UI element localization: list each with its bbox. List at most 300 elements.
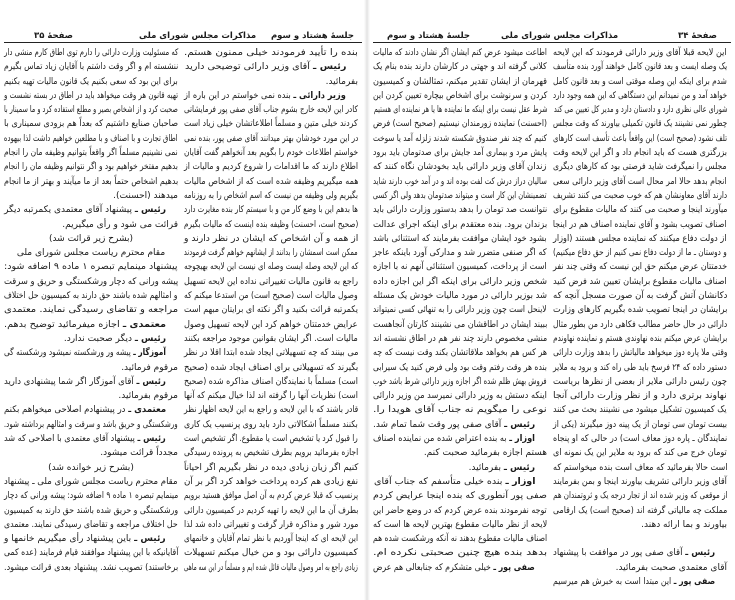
text-line	[373, 146, 547, 160]
line-text: کلانی گرفته اند و جهتی در کارشان دارند بنده بنام یک	[373, 62, 547, 73]
line-text: بیست تومان سی تومان از یک پینه دوز میگیرند (یکی از	[552, 419, 727, 430]
text-line	[184, 75, 358, 89]
line-text: آقای وزیر دارائی تشریف بیاورند اینجا و بمن بفرمایند	[553, 476, 727, 487]
text-line	[4, 504, 178, 518]
line-text: آقای وزیر دارائی توضیحی دارید	[184, 62, 313, 73]
line-text: (احسنت) نماینده زورمندان نیستیم (صحیح است) فرض	[372, 119, 547, 130]
line-text: بنده نمی خواستم در این باره از	[184, 90, 294, 101]
text-line	[553, 461, 727, 475]
line-text: لایحه از نظر مالیات مقطوع بهترین لایحه ها است که	[372, 519, 547, 530]
text-line	[553, 75, 727, 89]
line-text: مرقوم بفرمائید.	[118, 391, 178, 402]
text-line	[373, 475, 547, 489]
text-line	[553, 418, 727, 432]
text-line	[4, 103, 178, 117]
text-line	[553, 432, 727, 446]
speaker-name: رئیس ـ	[137, 434, 166, 445]
line-text: بفرمائید.	[325, 76, 358, 87]
page-header	[4, 31, 362, 43]
text-line	[373, 418, 547, 432]
text-line	[4, 203, 178, 217]
line-text: شد بوزیر دارائی در مورد مالیات خودش یک مسئله	[372, 291, 547, 302]
text-line	[4, 418, 178, 432]
speaker-name: معتمدی ـ	[122, 319, 166, 330]
text-line	[4, 160, 178, 174]
line-text: چون رئیس دارائی ملایر از بعضی از نظرها بریاست	[552, 376, 727, 387]
speaker-name: رئیس ـ	[134, 333, 166, 344]
line-text: کردن و سرنوشت برای اشخاص بیچاره تعیین کردن این	[372, 90, 547, 101]
line-text: کنیم که چند نفر صندوق شکسته شدند زلزله آمد یا سوخت	[373, 133, 547, 144]
line-text: ورشکستگی و حریق شده باشند حق دارند به کمیسیون	[3, 505, 178, 516]
line-text: این لایحه ای که اینجا آوردیم با نظر تمام آقایان و خانمهای	[183, 534, 358, 545]
text-line	[553, 46, 727, 60]
line-text: ها بدهم این با وضع کار من و با سیستم کار بنده مغایرت دارد	[184, 205, 358, 216]
text-line	[4, 218, 178, 232]
text-line	[373, 546, 547, 560]
speaker-name: رئیس ـ	[504, 419, 535, 430]
line-text: نفع زیادی هم کرده پرداخت خواهد کرد اگر بر آن	[183, 476, 358, 487]
line-text: قرائت می شود و رأی میگیریم.	[62, 219, 178, 230]
text-line	[184, 89, 358, 103]
text-line	[373, 532, 547, 546]
text-line	[373, 89, 547, 103]
speaker-name: رئیس ـ	[312, 62, 346, 73]
text-line	[373, 518, 547, 532]
text-line	[553, 475, 727, 489]
text-line	[553, 146, 727, 160]
line-text: پیشه ور ورشکسته نمیشود ورشکسته گی	[4, 348, 134, 359]
line-text: آقای معتمدی صحبت بفرمائید.	[615, 562, 727, 573]
text-line	[4, 489, 178, 503]
text-line	[373, 246, 547, 260]
text-line	[4, 403, 178, 417]
centered-heading: (بشرح زیر قرائت شد)	[48, 233, 134, 244]
text-line	[4, 75, 178, 89]
text-line	[4, 561, 178, 575]
line-text: آقای آموزگار اگر شما پیشنهادی دارید	[4, 376, 137, 387]
text-line	[184, 432, 358, 446]
text-line	[184, 303, 358, 317]
line-text: ببیند ایشان در اطاقشان می نشینند کارتان آنجاهست	[372, 319, 547, 330]
text-line	[373, 461, 547, 475]
text-line	[373, 175, 547, 189]
line-text: بزرگتری هست که باید انجام داد و اگر این لایحه وقت	[553, 148, 727, 159]
line-text: ورشکستگی و حریق باشد و سرقت و امثالهم برداشته شود.	[4, 419, 178, 430]
line-text: بدهیم اشخاص حتماً بعد از ما میآیند و بهتر از ما انجام	[3, 176, 178, 187]
text-line	[4, 60, 178, 74]
text-line	[4, 318, 178, 332]
line-text: یک کمیسیون تشکیل میشود می نشینند بحث می کنند	[553, 405, 727, 416]
text-line	[4, 475, 178, 489]
line-text: وصول مالیات است (صحیح است) من استدعا میکنم که	[184, 291, 358, 302]
line-text: شرط عقل نیست برای اینکه ما نماینده ها یا هر نماینده ای هستیم	[373, 105, 547, 116]
speaker-name: معتمدی ـ	[128, 405, 166, 416]
line-text: منشی مخصوص دارند چند نفر هم در اطاق نشسته اند	[372, 333, 547, 344]
line-text: چطور نمی نشینند یک قانون تکمیلی بیاورند که وقت مجلس	[552, 119, 727, 130]
text-line	[184, 361, 358, 375]
text-line	[4, 446, 178, 460]
line-text: نهاوند برتری دارد و از نظر وزارت دارائی آنجا	[553, 391, 727, 402]
text-line	[553, 403, 727, 417]
speaker-name: رئیس ـ	[136, 376, 166, 387]
text-line	[553, 175, 727, 189]
column-right	[553, 46, 727, 589]
text-line	[184, 117, 358, 131]
text-line	[184, 246, 358, 260]
line-text: مملکت چه مالیاتی گرفته اند (صحیح است) یک ارقامی	[552, 505, 727, 516]
line-text: و امثالهم شده باشند حق دارند به کمیسیون حل اختلاف	[4, 291, 178, 302]
text-line	[373, 375, 547, 389]
line-text: قادر باشند که با این لایحه و راجع به این لایحه اظهار نظر	[183, 405, 358, 416]
text-line	[4, 303, 178, 317]
text-line	[553, 446, 727, 460]
text-line	[4, 532, 178, 546]
line-text: پایش مرد و بیماری آمد جایش برای صدتومان باید برود	[372, 148, 547, 159]
text-line	[553, 546, 727, 560]
text-line	[553, 275, 727, 289]
line-text: همه میگیریم وظیفه شده است که از اشخاص مالیات	[183, 176, 358, 187]
line-text: این لایحه قبلا آقای وزیر دارائی فرمودند که این لایحه	[553, 48, 727, 58]
page-number: صفحهٔ ۳۴	[678, 31, 717, 41]
text-line	[373, 60, 547, 74]
line-text: که این لایحه وصله ایست وصله ای نیست این لایحه بهیچوجه	[183, 262, 358, 273]
line-text: مینمایم تبصره ۱ ماده ۹ اضافه شود: پیشه ورانی که دچار	[3, 491, 178, 502]
text-line	[184, 489, 358, 503]
line-text: آقای صفی پور وقت شما تمام شد.	[372, 419, 505, 430]
line-text: خواستم اطلاعات خودم را بگویم بعد آنخواهم گفت آقایان	[183, 148, 358, 159]
line-text: بدهد بنده هیچ چنین صحبتی نکرده ام.	[372, 548, 547, 559]
text-line	[373, 117, 547, 131]
text-line	[184, 389, 358, 403]
text-line	[553, 518, 727, 532]
line-text: کنیم اگر زیان زیادی دیده در نظر بگیریم اگر احیاناً	[183, 462, 358, 473]
line-text: بفرمائید.	[468, 462, 504, 473]
text-line	[373, 46, 547, 60]
line-text: حل اختلاف مراجعه و تقاضای رسیدگی نمایند. معتمدی	[4, 519, 178, 530]
text-line	[373, 189, 547, 203]
line-text: عرایض خدمتتان خواهم کرد این لایحه تسهیل وصول	[184, 319, 358, 330]
line-text: برایشان عرض میکنم بنده نهاوندی هستم و نماینده نهاوندم	[552, 333, 727, 344]
text-line	[373, 160, 547, 174]
line-text: بکنند مسلماً اشکالاتی دارد باید روی پرنسیب یک کاری	[184, 419, 358, 430]
text-line	[4, 46, 178, 60]
text-line	[553, 532, 727, 546]
line-text: برایشان در اینجا تصویب شده بگیریم کارهای وزارت	[552, 305, 727, 316]
line-text: صفی پور آنطوری که بنده اینجا عرایض کردم	[373, 491, 547, 502]
text-line	[4, 246, 178, 260]
text-line	[553, 117, 727, 131]
line-text: توجه نفرمودند بنده عرض کردم که در وضع حاضر این	[373, 505, 547, 516]
line-text: لاینحل است چون وزیر دارائی را به تنهائی کسی نمیتواند	[373, 305, 547, 316]
text-line	[4, 546, 178, 560]
line-text: پرنسیب که قبلا عرض کردم به آن اصل موافق هستید برویم	[183, 491, 358, 502]
text-line	[373, 561, 547, 575]
text-line	[553, 203, 727, 217]
text-line	[184, 318, 358, 332]
text-line	[373, 432, 547, 446]
line-text: در این مورد خودشان بهتر میدانند آقای صفی پور، بنده نمی	[183, 133, 358, 144]
line-text: مقام محترم ریاست مجلس شورای ملی ـ پیشنهاد	[4, 476, 178, 487]
line-text: دارائی در حال حاضر مطالب فکاهی دارد من بطور مثال	[552, 319, 727, 330]
line-text: بگیرند که تسهیلاتی برای اصناف ایجاد شده (صحیح	[183, 362, 358, 373]
line-text: از دولت دفاع میکنند که نماینده مجلس هستند (اوزار	[553, 233, 727, 244]
line-text: (صحیح است، احسنت) وظیفه بنده اینست که مالیات بگیرم	[183, 219, 358, 230]
line-text: راجع به قانون مالیات تغییراتی نداده این لایحه تسهیل	[183, 276, 358, 287]
text-line	[4, 518, 178, 532]
text-line	[553, 346, 727, 360]
text-line	[373, 504, 547, 518]
text-line	[4, 289, 178, 303]
line-text: از موقعی که وزیر شده اند از تجار درجه یک و ثروتمندان هم	[552, 491, 727, 502]
line-text: یکمرتبه قرائت بکنید و اگر نکته ای برایتان مبهم است	[184, 305, 358, 316]
page-number: صفحهٔ ۳۵	[34, 31, 73, 41]
line-text: دکانشان آتش گرفت به آن صورت مسجل آنچه که	[552, 291, 727, 302]
text-line	[553, 132, 727, 146]
line-text: بشود خود ایشان موافقت بفرمایند که استثنائی باشد	[373, 233, 547, 244]
line-text: اجازه میفرمائید توضیح بدهم.	[3, 319, 123, 330]
line-text: نتوانست صد تومان را بدهد بدستور وزارت دارائی باید	[372, 205, 547, 216]
line-text: بنده را تأیید فرمودند خیلی ممنون هستم.	[184, 48, 358, 58]
text-line	[184, 203, 358, 217]
line-text: هر کس هم بخواهد ملاقاتشان بکند وقت نیست که چه	[373, 348, 547, 359]
text-line	[553, 60, 727, 74]
page-header	[373, 31, 731, 43]
speaker-name: آموزگار ـ	[133, 348, 166, 359]
text-line	[373, 203, 547, 217]
text-line	[373, 446, 547, 460]
page-right	[369, 0, 735, 600]
text-line	[4, 389, 178, 403]
line-text: اصناف تصویب بشود و آقای نماینده اصناف هم در اینجا	[553, 219, 727, 230]
text-line	[184, 346, 358, 360]
text-line	[4, 89, 178, 103]
text-line	[373, 489, 547, 503]
text-line	[553, 504, 727, 518]
text-line	[373, 103, 547, 117]
text-line	[184, 60, 358, 74]
line-text: تومان خرج می کند که برود به ملایر این یک نمونه ای	[553, 448, 727, 459]
line-text: در پیشنهادم اصلاحی میخواهم بکنم	[3, 405, 129, 416]
speaker-name: رئیس ـ	[134, 534, 166, 545]
text-line	[184, 475, 358, 489]
header-title: مذاکرات مجلس شورای ملی	[139, 31, 257, 41]
line-text: و دوستان ـ ما از دولت دفاع نمی کنیم از حق دفاع میکنیم)	[553, 248, 727, 259]
line-text: زیادی راجع به امر وصول مالیات قائل شده ایم و مسلماً در این سه ماهی	[184, 562, 358, 573]
session-label: جلسهٔ هشتاد و سوم	[270, 31, 354, 41]
text-line	[184, 532, 358, 546]
line-text: سالیان دراز درش کت لفت بوده اند و در آمد خوب دارند شاید	[373, 176, 547, 187]
line-text: که اگر صنفی متضرر شد و مدارکی آورد باینکه عاجز	[373, 248, 547, 259]
text-line	[553, 303, 727, 317]
text-line	[4, 332, 178, 346]
line-text: می بینند که چه تسهیلاتی ایجاد شده ابتدا اقلا در نظر	[183, 348, 358, 359]
line-text: پیشنهاد مینمایم تبصره ۱ ماده ۹ اضافه شود:	[4, 262, 178, 273]
text-line	[373, 332, 547, 346]
text-line	[4, 132, 178, 146]
centered-heading: مقام محترم ریاست مجلس شورای ملی	[16, 248, 166, 259]
text-line	[184, 418, 358, 432]
line-text: ننشسته ام و اگر وقت داشتم با آقایان زیاد تماس بگیرم	[3, 62, 178, 73]
speaker-name: وزیر دارائی ـ	[293, 90, 346, 101]
line-text: است) مسلماً با نمایندگان اصناف مذاکره شده (صحیح	[184, 376, 358, 387]
header-title: مذاکرات مجلس شورای ملی	[501, 31, 619, 41]
line-text: نوعی را میگویم نه جناب آقای هویدا را.	[373, 405, 547, 416]
column-right	[184, 46, 358, 575]
line-text: اصناف مالیات مقطوع برایشان تعیین شد فرض کنید	[553, 276, 727, 287]
text-line	[553, 189, 727, 203]
line-text: پیشنهاد آقای معتمدی یکمرتبه دیگر	[4, 205, 135, 216]
line-text: است) نظریات آنها را گرفته اند لذا خیال میکنم که آنها	[184, 391, 358, 402]
line-text: بنده هر وقت رفتم وقت بود ولی فرض کنید یک سیرابی	[373, 362, 547, 373]
session-label: جلسهٔ هشتاد و سوم	[387, 31, 471, 41]
text-line	[4, 375, 178, 389]
text-line	[553, 218, 727, 232]
line-text: اطاق تجارت و با اصناف و با مطلعین خواهیم داشت لذا بیهوده	[4, 133, 178, 144]
text-line	[553, 561, 727, 575]
line-text: از همه و آن اشخاص که ایشان در نظر دارند و	[183, 233, 358, 244]
line-text: اینکه دستش به وزیر دارائی نمیرسد من وزیر دارائی	[373, 391, 547, 402]
line-text: مجلس را نمیگرفت شاید فرصتی بود که کارهای دیگری	[553, 162, 727, 173]
line-text: تهیه قانون هر وقت میخواهد باید در اطاق در بسته نشست و	[3, 90, 178, 101]
line-text: نمایندگان ـ پاره دوز معاف است) در حالی که او پنجاه	[552, 434, 727, 445]
line-text: خدمتتان عرض میکنم حق این نیست که وقتی چند نفر	[552, 262, 727, 273]
line-text: مالیات است. اگر ایشان بقوانین موجود مراجعه بکنند	[184, 333, 358, 344]
line-text: بگیریم ولی وظیفه من نیست که اسم اشخاص را به روزنامه	[184, 190, 358, 201]
line-text: برخاستند) تصویب نشد. پیشنهاد بعدی قرائت میشود.	[3, 562, 178, 573]
text-line	[373, 289, 547, 303]
text-line	[553, 160, 727, 174]
speaker-name: رئیس ـ	[685, 548, 715, 559]
line-text: است حالا بفرمائید که معاف است بنده میخواستم که	[552, 462, 727, 473]
text-line	[4, 175, 178, 189]
line-text: شدم برای اینکه این وصله موقتی است و بعد قانون کامل	[553, 76, 727, 87]
line-text: برای این بود که سعی بکنیم یک قانون مالیات تهیه بکنیم	[4, 76, 178, 87]
text-line	[4, 260, 178, 274]
text-line	[184, 403, 358, 417]
text-line	[553, 318, 727, 332]
line-text: شخص وزیر دارائی برای اینکه اگر این اجازه داده	[372, 276, 547, 287]
line-text: خیلی متشکرم که جنابعالی هم عرض	[373, 562, 494, 573]
line-text: فروش بهش ظلم شده اگر اجازه وزیر دارائی شرط باشد خوب	[373, 376, 547, 387]
text-line	[184, 446, 358, 460]
text-line	[373, 218, 547, 232]
line-text: که مسئولیت وزارت دارائی را دارم توی اطاق کارم منشی دار	[3, 48, 178, 58]
text-line	[4, 346, 178, 360]
line-text: خواهد آمد و من نمیدانم این دستگاهی که این همه وجود دارد	[552, 90, 727, 101]
text-line	[553, 103, 727, 117]
line-text: مورد شور و مذاکره قرار گرفت و تغییراتی داده شد لذا	[183, 519, 358, 530]
text-line	[553, 260, 727, 274]
text-line	[184, 518, 358, 532]
text-line	[373, 275, 547, 289]
text-line	[373, 75, 547, 89]
line-text: اجازه بفرمائید برویم بطرف تشخیص به پرونده رسیدگی	[183, 448, 358, 459]
speaker-name: صفی پور ـ	[673, 576, 715, 587]
text-line	[553, 389, 727, 403]
text-line	[553, 289, 727, 303]
text-line	[4, 361, 178, 375]
text-line	[373, 303, 547, 317]
speaker-name: اوزار ـ	[509, 434, 535, 445]
line-text: اطاعت میشود عرض کنم ایشان اگر نشان دادند که مالیات	[373, 48, 547, 58]
text-line	[553, 246, 727, 260]
text-line	[373, 389, 547, 403]
line-text: اطلاع دارند که ما اقدامات را شروع کردیم و مالیات از	[183, 162, 358, 173]
speaker-name: صفی پور ـ	[493, 562, 535, 573]
speaker-name: اوزار ـ	[504, 476, 535, 487]
line-text: پیشنهاد آقای معتمدی با اصلاحی که شد	[4, 434, 138, 445]
line-text: وقتی ملا پاره دوز میخواهد مالیاتش را بدهد وزارت دارائی	[552, 348, 727, 359]
text-line	[4, 275, 178, 289]
text-line	[553, 489, 727, 503]
line-text: زندان آقای وزیر دارائی باید بخودشان نگاه کنند که	[373, 162, 547, 173]
line-text: کادر این لایحه خارج بشوم جناب آقای صفی پور فرمایشاتی	[184, 105, 358, 116]
text-line	[184, 160, 358, 174]
text-line	[553, 375, 727, 389]
line-text: دیگر صحبت ندارد.	[63, 333, 135, 344]
centered-heading: (بشرح زیر خوانده شد)	[48, 462, 134, 473]
line-text: مجدداً قرائت میشود.	[100, 448, 178, 459]
line-text: ممکن است اسمشان را بدانند از ایشانهم خواهم گرفت فرمودند	[184, 248, 358, 259]
text-line	[184, 332, 358, 346]
line-text: دارند آقای معاونشان هم که خوب صحبت می کنند تشریف	[552, 190, 727, 201]
line-text: مرقوم فرمائید.	[121, 362, 178, 373]
text-line	[553, 232, 727, 246]
text-line	[4, 146, 178, 160]
line-text: تضمینشان این کار است و میتواند صدتومان بدهد ولی اگر کسی	[373, 190, 547, 201]
line-text: بیاورند و بما ارائه دهند.	[641, 519, 727, 530]
column-left	[373, 46, 547, 575]
column-left	[4, 46, 178, 575]
line-text: را قبول کرد یا تشخیص است یا مقطوع. اگر تشخیص است	[184, 434, 358, 445]
line-text: آقای صفی پور در موافقت با پیشنهاد	[552, 548, 686, 559]
text-line	[184, 218, 358, 232]
text-line	[4, 232, 178, 246]
line-text: انجام بدهد حالا امر محال است آقای وزیر دارائی سعی	[553, 176, 727, 187]
speaker-name: رئیس ـ	[503, 462, 535, 473]
text-line	[553, 361, 727, 375]
text-line	[4, 432, 178, 446]
line-text: بزندان برود. بنده معتقدم برای اینکه اجرای عدالت	[372, 219, 547, 230]
page-left	[0, 0, 366, 600]
text-line	[373, 403, 547, 417]
line-text: بنده خیلی متأسفم که جناب آقای	[373, 476, 505, 487]
text-line	[184, 561, 358, 575]
text-line	[553, 332, 727, 346]
line-text: نمی نشینیم مسلماً اگر واقعاً بتوانیم وظیفه مان را انجام	[4, 148, 178, 159]
line-text: اصناف مالیات مقطوع بدهند نه آنکه ورشکست شده هم	[372, 534, 547, 545]
text-line	[184, 546, 358, 560]
text-line	[4, 461, 178, 475]
line-text: یک وصله ایست و بعد قانون کامل خواهند آورد بنده متأسف	[552, 62, 727, 73]
line-text: پیشه ورانی که دچار ورشکستگی و حریق و سرقت	[3, 276, 178, 287]
line-text: بطرف آن ما این لایحه را تهیه کردیم در کمیسیون دارائی	[183, 505, 358, 516]
speaker-name: رئیس ـ	[134, 205, 166, 216]
line-text: تلف نشود (صحیح است) این واقعاً باعث تأسف است کارهای	[552, 133, 727, 144]
text-line	[184, 461, 358, 475]
text-line	[373, 318, 547, 332]
text-line	[184, 232, 358, 246]
text-line	[184, 289, 358, 303]
line-text: میدهند (احسنت).	[113, 190, 178, 201]
text-line	[373, 232, 547, 246]
line-text: مراجعه و تقاضای رسیدگی نمایند. معتمدی	[3, 305, 178, 316]
line-text: دستور داده که ۲۴ فرسخ باید طی راه کند و برود به ملایر	[553, 362, 727, 373]
text-line	[373, 346, 547, 360]
line-text: کردند خیلی متین و مسلماً اطلاعاتشان خیلی زیاد است	[184, 119, 358, 130]
text-line	[373, 361, 547, 375]
line-text: شورای عالی نظری دارد و دادستان دارد و مدیر کل تعیین می کند	[553, 105, 727, 116]
